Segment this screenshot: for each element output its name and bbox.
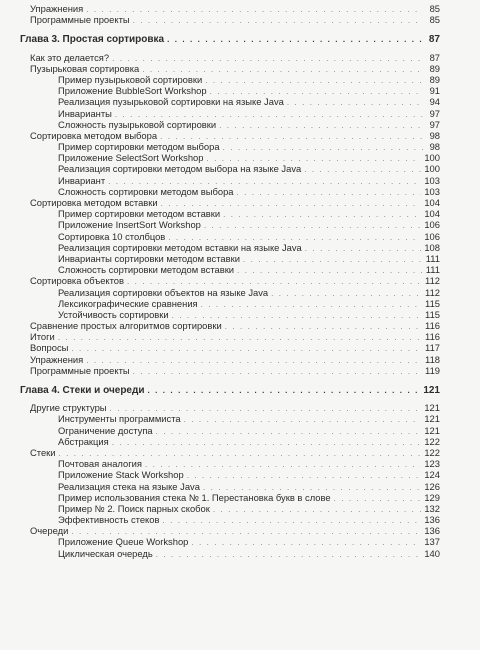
toc-page-number: 129 <box>424 491 440 503</box>
dot-leader <box>156 426 422 437</box>
toc-chapter-heading <box>20 34 440 45</box>
toc-page-number: 100 <box>424 152 440 164</box>
toc-entry-title: Сложность пузырьковой сортировки <box>58 118 217 130</box>
toc-entry <box>20 275 440 286</box>
toc-entry-title: Устойчивость сортировки <box>58 308 169 320</box>
toc-entry-title: Пример использования стека № 1. Перестановка букв в слове <box>58 491 331 503</box>
toc-page-number: 116 <box>425 320 440 332</box>
toc-entry-title: Приложение InsertSort Workshop <box>58 219 201 231</box>
dot-leader <box>187 470 422 481</box>
toc-entry-title: Реализация стека на языке Java <box>58 480 200 492</box>
toc-page-number: 119 <box>425 364 440 376</box>
toc-entry-title: Лексикографические сравнения <box>58 297 198 309</box>
toc-entry-title: Итоги <box>30 331 55 343</box>
dot-leader <box>112 437 422 448</box>
toc-entry <box>20 152 440 163</box>
toc-page-number: 121 <box>423 385 440 396</box>
toc-entry-title: Инвариант <box>58 174 106 186</box>
toc-entry <box>20 175 440 186</box>
toc-entry-title: Приложение Queue Workshop <box>58 536 189 548</box>
dot-leader <box>133 366 422 377</box>
dot-leader <box>237 187 422 198</box>
toc-page-number: 104 <box>424 197 440 208</box>
dot-leader <box>237 265 423 276</box>
toc-page-number: 104 <box>424 208 440 220</box>
toc-entry <box>20 320 440 331</box>
toc-page-number: 97 <box>429 118 440 130</box>
toc-page-number: 132 <box>424 502 440 514</box>
toc-page-number: 98 <box>429 129 440 141</box>
toc-page-number: 112 <box>425 286 440 298</box>
toc-entry-title: Сортировка 10 столбцов <box>58 230 166 242</box>
toc-entry <box>20 253 440 264</box>
toc-entry-title: Глава 3. Простая сортировка <box>20 34 165 46</box>
toc-entry <box>20 52 440 63</box>
toc-entry <box>20 298 440 309</box>
dot-leader <box>148 385 421 396</box>
dot-leader <box>86 355 422 366</box>
toc-entry <box>20 14 440 25</box>
toc-page-number: 116 <box>425 331 440 343</box>
dot-leader <box>184 414 422 425</box>
dot-leader <box>204 220 421 231</box>
dot-leader <box>167 34 423 45</box>
toc-entry <box>20 342 440 353</box>
toc-entry-title: Пример сортировки методом вставки <box>58 208 221 220</box>
dot-leader <box>287 97 423 108</box>
toc-page-number: 87 <box>429 51 440 63</box>
toc-entry-title: Реализация сортировки методом выбора на языке Java <box>58 163 302 175</box>
dot-leader <box>86 4 423 15</box>
dot-leader <box>219 120 423 131</box>
dot-leader <box>112 53 423 64</box>
dot-leader <box>156 549 422 560</box>
dot-leader <box>243 254 423 265</box>
toc-page-number: 103 <box>424 174 440 186</box>
toc-page-number: 87 <box>428 34 440 46</box>
dot-leader <box>223 209 421 220</box>
toc-entry <box>20 492 440 503</box>
dot-leader <box>305 243 422 254</box>
toc-page-number: 89 <box>429 62 440 74</box>
dot-leader <box>334 493 422 504</box>
toc-entry-title: Пример сортировки методом выбора <box>58 141 220 153</box>
toc-page-number: 94 <box>429 96 440 108</box>
toc-page-number: 122 <box>424 446 440 458</box>
toc-entry-title: Инварианты <box>58 107 112 119</box>
toc-entry <box>20 436 440 447</box>
toc-entry-title: Приложение Stack Workshop <box>58 469 184 481</box>
dot-leader <box>133 15 423 26</box>
toc-page-number: 122 <box>424 435 440 447</box>
toc-entry <box>20 108 440 119</box>
toc-page-number: 118 <box>425 353 440 365</box>
toc-entry <box>20 525 440 536</box>
toc-entry <box>20 548 440 559</box>
toc-entry <box>20 186 440 197</box>
toc-entry-title: Сравнение простых алгоритмов сортировки <box>30 320 222 332</box>
toc-entry-title: Почтовая аналогия <box>58 458 142 470</box>
toc-entry-title: Реализация сортировки методом вставки на языке Java <box>58 241 302 253</box>
toc-entry <box>20 197 440 208</box>
toc-entry-title: Приложение BubbleSort Workshop <box>58 85 207 97</box>
toc-entry-title: Упражнения <box>30 353 84 365</box>
toc-page-number: 85 <box>429 3 440 14</box>
toc-page-number: 91 <box>429 85 440 97</box>
toc-entry <box>20 469 440 480</box>
toc-page-number: 115 <box>425 297 440 309</box>
toc-chapter-heading <box>20 385 440 396</box>
toc-entry-title: Сложность сортировки методом выбора <box>58 185 234 197</box>
toc-entry <box>20 3 440 14</box>
toc-page-number: 108 <box>424 241 440 253</box>
toc-entry-title: Очереди <box>30 525 69 537</box>
toc-entry-title: Упражнения <box>30 3 84 14</box>
toc-entry <box>20 242 440 253</box>
toc-entry <box>20 447 440 458</box>
toc-entry-title: Программные проекты <box>30 364 130 376</box>
toc-entry <box>20 130 440 141</box>
toc-page-number: 136 <box>424 514 440 526</box>
toc-entry-title: Как это делается? <box>30 51 110 63</box>
table-of-contents <box>20 3 440 559</box>
toc-entry <box>20 331 440 342</box>
toc-page-number: 106 <box>424 230 440 242</box>
toc-entry <box>20 74 440 85</box>
toc-page-number: 97 <box>429 107 440 119</box>
toc-entry <box>20 309 440 320</box>
toc-entry <box>20 365 440 376</box>
toc-page-number: 111 <box>425 252 440 264</box>
toc-page-number: 121 <box>424 413 440 425</box>
dot-leader <box>162 515 421 526</box>
toc-entry <box>20 63 440 74</box>
toc-entry-title: Пример пузырьковой сортировки <box>58 73 203 85</box>
toc-page-number: 106 <box>424 219 440 231</box>
toc-entry <box>20 536 440 547</box>
toc-page-number: 121 <box>424 402 440 414</box>
toc-entry-title: Другие структуры <box>30 402 107 414</box>
toc-page-number: 123 <box>424 458 440 470</box>
toc-entry-title: Реализация сортировки объектов на языке Java <box>58 286 269 298</box>
toc-entry <box>20 354 440 365</box>
dot-leader <box>58 332 422 343</box>
toc-entry-title: Сложность сортировки методом вставки <box>58 264 235 276</box>
dot-leader <box>271 288 422 299</box>
toc-entry <box>20 402 440 413</box>
toc-entry-title: Пузырьковая сортировка <box>30 62 140 74</box>
toc-entry <box>20 119 440 130</box>
toc-page-number: 89 <box>429 73 440 85</box>
toc-entry <box>20 503 440 514</box>
toc-page-number: 124 <box>424 469 440 481</box>
toc-entry <box>20 514 440 525</box>
toc-entry-title: Стеки <box>30 446 56 458</box>
toc-entry <box>20 208 440 219</box>
toc-page-number: 117 <box>425 342 440 354</box>
toc-entry <box>20 231 440 242</box>
toc-entry <box>20 287 440 298</box>
toc-entry <box>20 85 440 96</box>
toc-entry-title: Ограничение доступа <box>58 424 153 436</box>
dot-leader <box>145 459 421 470</box>
toc-entry-title: Сортировка объектов <box>30 275 124 287</box>
dot-leader <box>201 299 422 310</box>
toc-entry-title: Инварианты сортировки методом вставки <box>58 252 240 264</box>
toc-entry-title: Пример № 2. Поиск парных скобок <box>58 502 210 514</box>
dot-leader <box>304 164 421 175</box>
toc-page-number: 121 <box>424 424 440 436</box>
dot-leader <box>205 75 423 86</box>
toc-entry-title: Циклическая очередь <box>58 547 153 559</box>
toc-page-number: 98 <box>429 141 440 153</box>
dot-leader <box>213 504 422 515</box>
toc-entry-title: Реализация пузырьковой сортировки на языке Java <box>58 96 284 108</box>
toc-entry <box>20 413 440 424</box>
toc-page-number: 100 <box>424 163 440 175</box>
toc-page-number: 137 <box>424 536 440 548</box>
toc-entry <box>20 141 440 152</box>
toc-entry <box>20 481 440 492</box>
toc-page-number: 140 <box>424 547 440 559</box>
toc-entry-title: Приложение SelectSort Workshop <box>58 152 204 164</box>
dot-leader <box>225 321 422 332</box>
toc-page-number: 115 <box>425 308 440 320</box>
toc-entry <box>20 219 440 230</box>
toc-entry-title: Инструменты программиста <box>58 413 181 425</box>
toc-entry <box>20 163 440 174</box>
toc-page-number: 111 <box>425 264 440 276</box>
toc-entry-title: Сортировка методом вставки <box>30 197 158 208</box>
dot-leader <box>71 343 422 354</box>
toc-entry-title: Вопросы <box>30 342 69 354</box>
toc-page-number: 136 <box>424 525 440 537</box>
toc-entry-title: Эффективность стеков <box>58 514 160 526</box>
toc-entry-title: Абстракция <box>58 435 109 447</box>
dot-leader <box>191 537 421 548</box>
toc-page-number: 103 <box>424 185 440 197</box>
toc-entry-title: Глава 4. Стеки и очереди <box>20 385 145 396</box>
toc-entry <box>20 458 440 469</box>
toc-page-number: 112 <box>425 275 440 287</box>
toc-entry-title: Программные проекты <box>30 14 130 26</box>
toc-entry <box>20 425 440 436</box>
toc-entry-title: Сортировка методом выбора <box>30 129 158 141</box>
toc-page-number: 126 <box>424 480 440 492</box>
toc-entry <box>20 96 440 107</box>
toc-page-number: 85 <box>429 14 440 26</box>
toc-entry <box>20 264 440 275</box>
dot-leader <box>223 142 423 153</box>
